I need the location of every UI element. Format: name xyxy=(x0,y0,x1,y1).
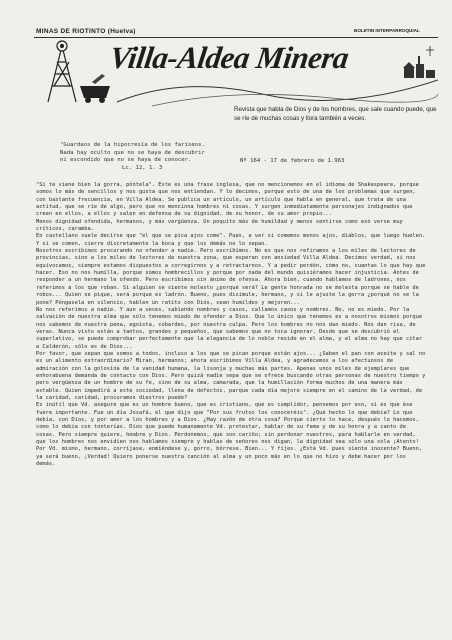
article-paragraph: "Si te viene bien la gorra, póntela". Este es una frase inglesa, que no mencionemos en el idioma de Shakespeare, porque somos lo más de sencillos y nos gusta que nos entiendan. Y lo decimos, porque esto de una de los problemas que surgen, con bastante frecuencia, en Villa Aldea. Se publica un artículo, un artículo que habla en general, que trata de una actitud, que se ríe de algo, pero que no menciona hombres ni cosas. Y surgen inmediatamente personajes indignados que creen en ellos, a ellos y salen en defensa de su dignidad, de su honor, de su amor propio... xyxy=(36,182,423,218)
article-body xyxy=(36,182,428,468)
article-paragraph: Por favor, que sepan que somos a todos, incluso a los que se pican porque están ajos... ¿Saben el pan con aceite y sal no es un alimento extraordinario? Miran, hermanos; ahora escribimos Villa Aldea, y agradecemos a los afectuosos de admiración con la golosina de la vanidad humana, la lisonja y muchas más partes. Apenas unos miles de ejemplares que enhorabuena demanda de contacto con Dios. Pero quizá nadie sepa que se ofrece buscando otras personas de nuestro tiempo y pero vergüenza de un hombre de su fe, sino de su alma, camarada, que la humillación forma muchos de una manera más estable. Quien impedirá a este sociedad, llena de defectos, parque cada día mejore siempre en el camino de la verdad, de la caridad, caridad, procuramos diestros puede? xyxy=(36,350,429,401)
place-name: MINAS DE RIOTINTO (Huelva) xyxy=(36,28,136,35)
issue-date: Nº 164 - 17 de febrero de 1.963 xyxy=(240,158,345,164)
epigraph-quote xyxy=(60,142,205,172)
article-paragraph: Menos dignidad ofendida, hermanos, y más vergüenza. Un poquito más de humildad y menos sentirse como eso verse muy críticos, caramba. xyxy=(36,218,406,233)
publication-tagline: Revista que habla de Dios y de los hombres, que sale cuando puede, que se ríe de muchas cosas y llora también a veces. xyxy=(234,106,437,122)
bulletin-label: BOLETIN INTERPARROQUIAL xyxy=(354,28,420,33)
article-paragraph: No nos referimos a nadie. Y aun a veces, sabiendo nombres y casos, callamos casos y nombres. No, no es miedo. Por la salvación de nuestra alma que sólo tenemos miedo de ofender a Dios. Que lo único que tenemos es a nosotros mismos porque nos sabemos de nuestra pena, egoísta, cobardes, por nuestra culpa. Pero los hombres no nos dan miedo. Nos dan risa, de veras. Nunca visto están a tantos, grandes y pequeños, que sabemos que no toca ignorar. Desde que se descubrió el superlativo, se puede comprobar perfectamente que la elegancia de lo noble reside en el alma, y el alma no hay que citar a Calderón, sólo es de Dios... xyxy=(36,306,426,350)
epigraph-line: "Guardaos de la hipocresía de los fariseos. xyxy=(60,142,205,148)
publication-title: Villa-Aldea Minera xyxy=(107,40,351,75)
masthead-header xyxy=(14,22,438,132)
article-paragraph: Por Vd. mismo, hermano, corríjase, enmiéndese y, gorro, bórrese. Bien... Y fijes. ¿Está Vd. pues siente inocente? Bueno, ya será bueno, ¡Verdad! Quiero ponerse nuestra canción al alma y un poco más en lo que no hizo y debe hacer por los demás. xyxy=(36,446,426,468)
epigraph-citation: Lc. 12, 1. 3 xyxy=(122,164,163,171)
article-paragraph: En castellano suele decirse que "el que se pica ajos come". Pues, a ver si comemos menos ajos, diablos, que luego huelen. Y si se comen, cierre discretamente la boca y que los demás no lo sepan. xyxy=(36,233,429,247)
article-paragraph: Nosotros escribimos procurando no ofender a nadie. Pero escribimos. No es que nos refiramos a los miles de lectores de provincias, sino a los miles de lectores de nuestra zona, que esperan con ansiedad Villa Aldea. Decimos verdad, si nos equivocamos, siempre estamos dispuestos a corregirnos y a retractarnos. Y a pedir perdón, cómo no, cuantas lo que hay que hacer. Eso no nos humilla, porque somos hombrecillos y porque por nada del mundo quisiéramos hacer injusticia. Antes de responder a un hermano le ofendo. Pero escribimos sin ánimo de ofensa. Ahora bien, cuando hablamos de ladrones, nos referimos a los que roban. Si alguien se siente molesto ¿porqué será? Le gente honrada no se molesta porque se hable de robos... Quien se pique, será porque es ladrón. Bueno, pues disimule, hermano, y si le ajuste la gorra ¿porqué no se la pone? Póngasela en silencio, hablen un ratito con Dios, sean humildes y mejoren... xyxy=(36,248,429,306)
article-paragraph: Es inútil que Vd. asegure que es un hombre bueno, que es cristiano, que es cumplidor, pensemos por eso, si es que ése fuere importante. Fue un día Josafá, el que dijo que "Por sus frutos los conoceréis". ¿Qué hecho lo que debía? Lo que debía, con Dios, y por amor a los hombres y a Dios. ¿Hay razón de otra cosa? Porque cierto lo hace, después lo hacemos, como lo debía con tonterías. Dios que puede humanamente Vd. protestar, hablar de su fama y de su honra y a canto de cosas. Pero siempre quiere, hombre y Dios. Perdonemos, que son cariño; sin perdonar nuestros, para hablarle en verdad, que los hombres nos envidien nos hablamos siempre y hablas de señores nos digan, la dignidad sea sólo una sola ¡Atento! xyxy=(36,402,423,446)
epigraph-line: ni escondido que no se haya de conocer. xyxy=(60,157,192,164)
epigraph-line: Nada hay oculto que no se haya de descubrir xyxy=(60,149,205,156)
